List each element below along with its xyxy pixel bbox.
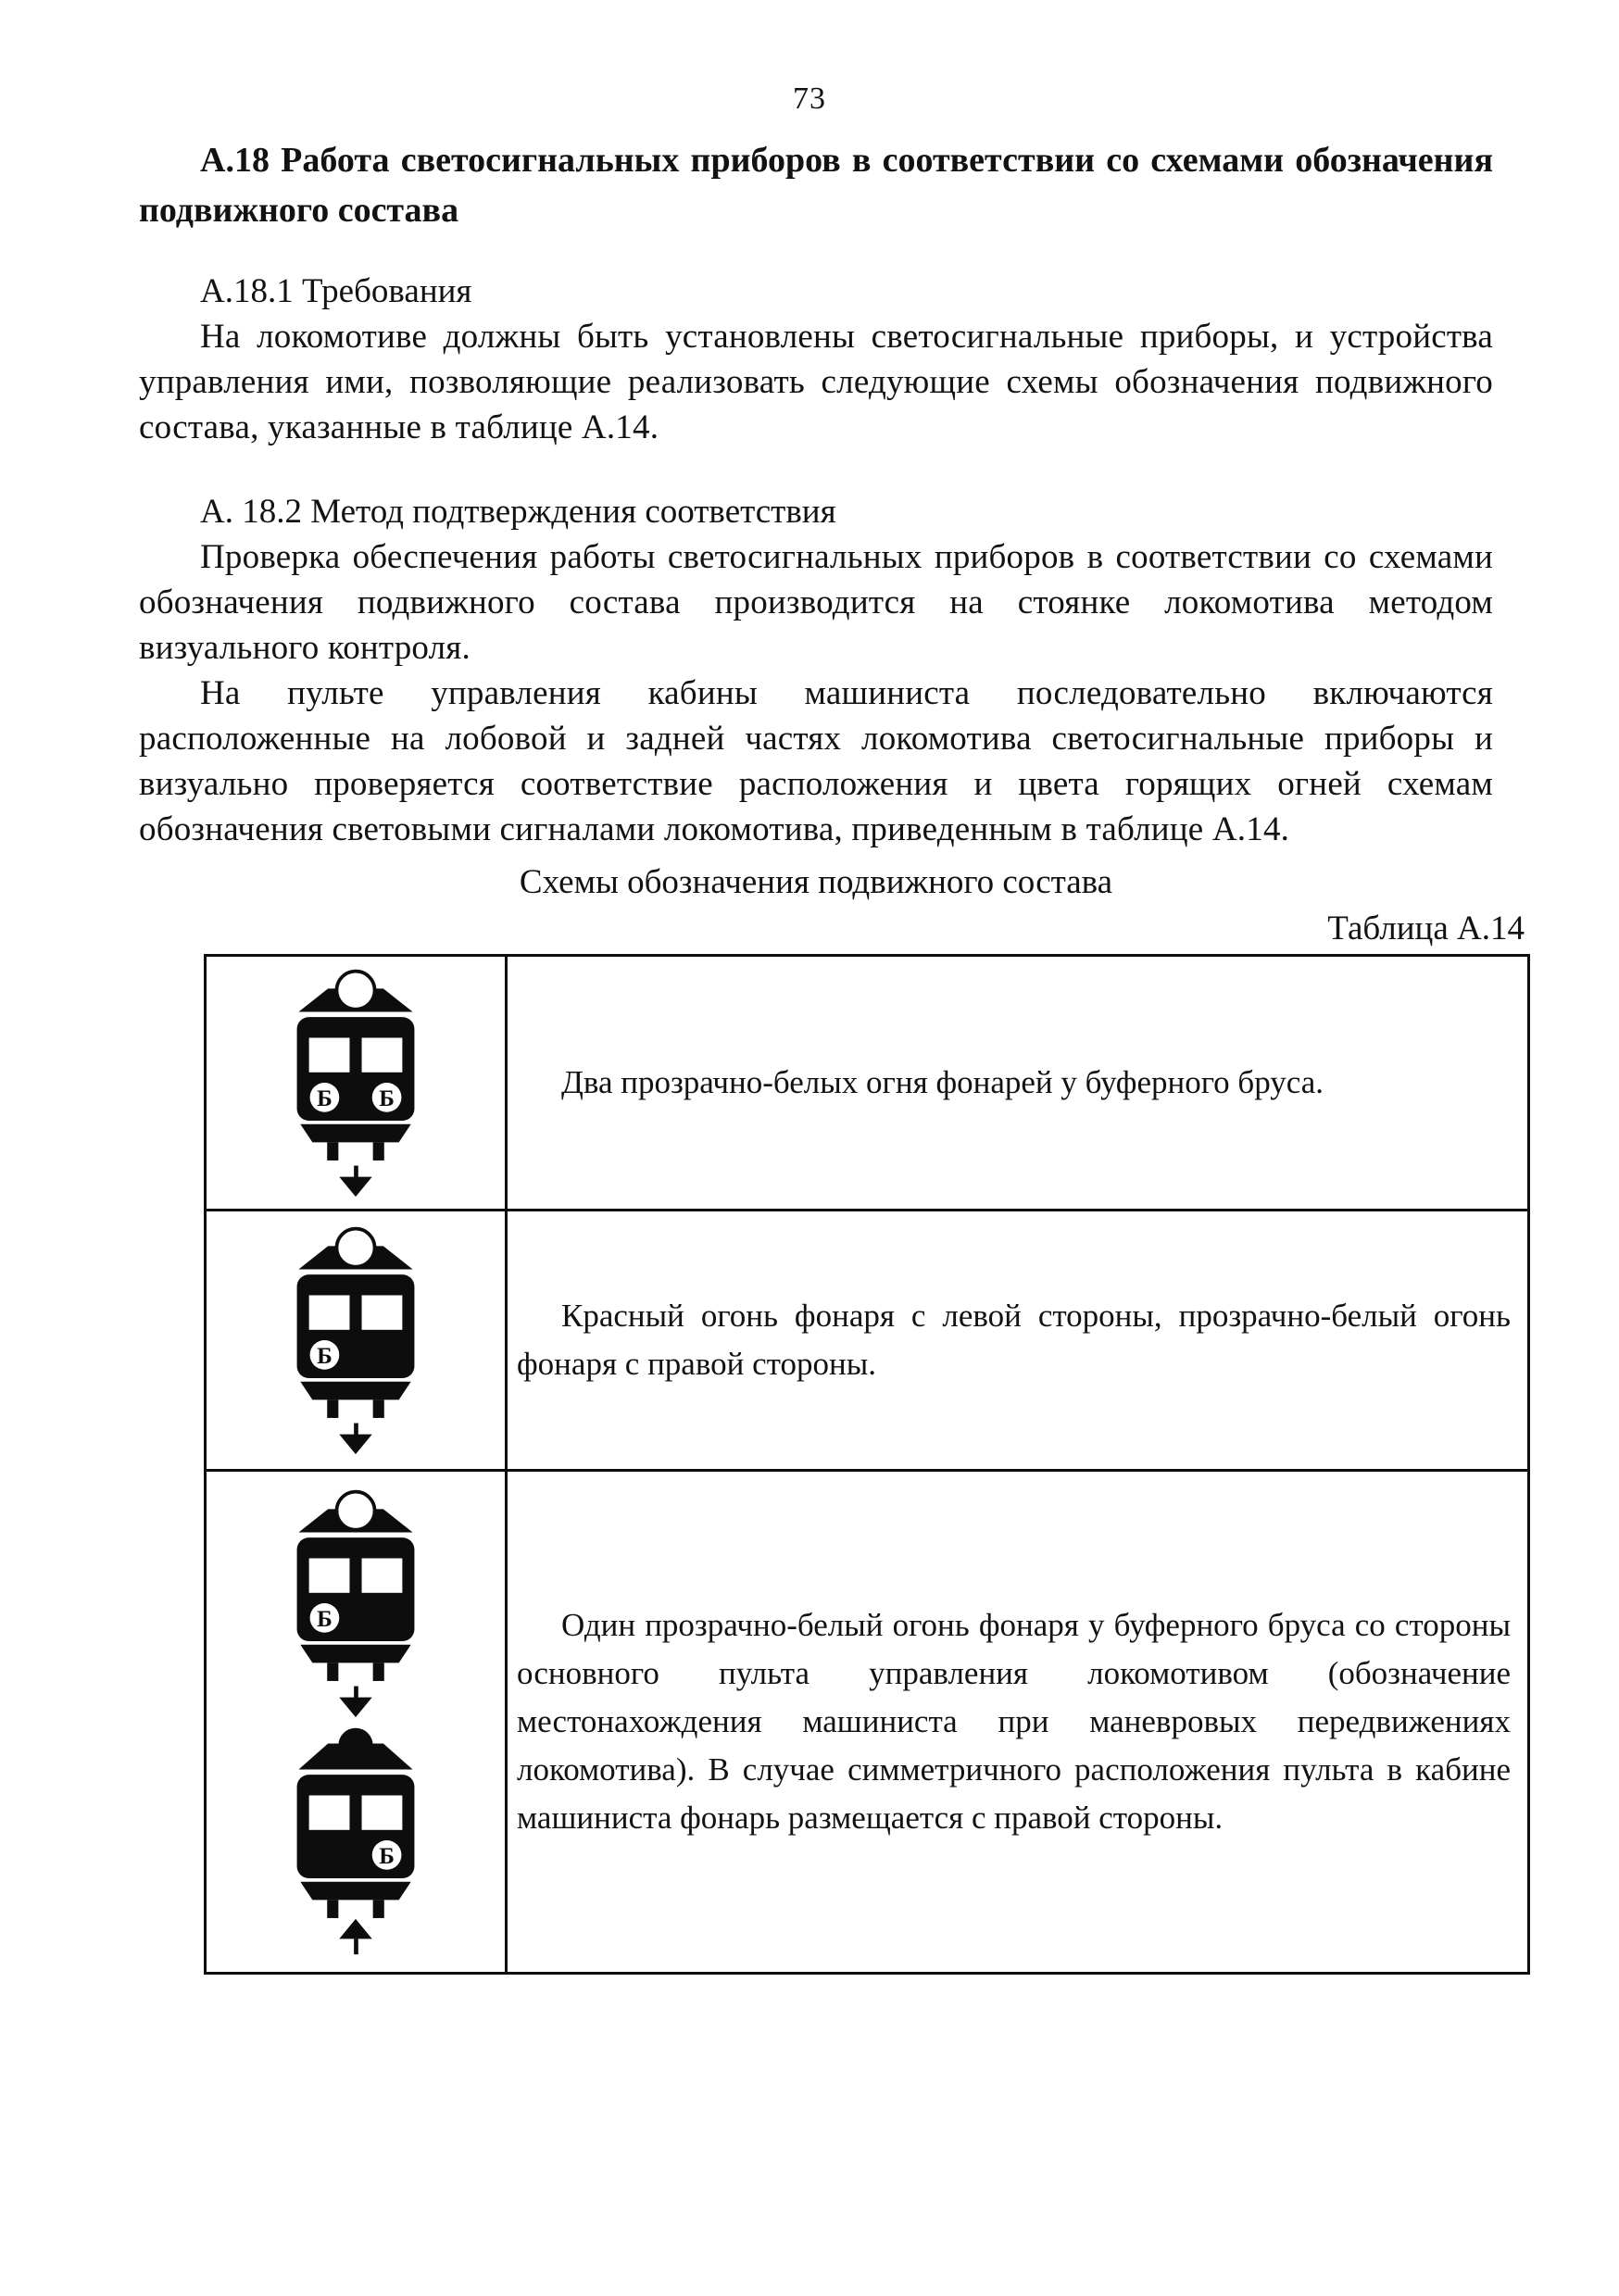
lamp-letter: Б <box>317 1344 333 1370</box>
headlight-icon <box>336 1492 374 1530</box>
arrow-down-icon <box>339 1435 371 1454</box>
description-cell <box>507 956 1529 1211</box>
section-a18-1 <box>139 269 1493 450</box>
arrow-down-icon <box>339 1698 371 1717</box>
schemes-table <box>204 954 1530 1975</box>
scheme-description: Один прозрачно-белый огонь фонаря у буферного бруса со стороны основного пульта управления локомотивом (обозначение местонахождения машиниста при маневровых передвижениях локомотива). В случае симметричного расположения пульта в кабине машиниста фонарь размещается с правой стороны. <box>517 1607 1511 1836</box>
arrow-down-icon <box>354 1166 358 1179</box>
window-right <box>362 1295 403 1329</box>
subsection-title: А. 18.2 Метод подтверждения соответствия <box>200 493 836 531</box>
pictogram-cell <box>206 1211 507 1471</box>
buffer-beam <box>300 1382 410 1400</box>
lamp-letter: Б <box>379 1086 395 1112</box>
table-title: Схемы обозначения подвижного состава <box>519 863 1113 901</box>
headlight-icon <box>336 1229 374 1267</box>
locomotive-front-icon <box>282 967 430 1198</box>
arrow-up-icon <box>339 1919 371 1938</box>
description-cell <box>507 1211 1529 1471</box>
table-block <box>204 906 1530 1975</box>
coupler-leg-left <box>327 1399 338 1418</box>
coupler-leg-right <box>373 1399 384 1418</box>
table-row <box>206 956 1529 1211</box>
section-heading: А.18 Работа светосигнальных приборов в соответствии со схемами обозначения подвижного состава <box>139 141 1493 230</box>
locomotive-rear-icon <box>282 1725 430 1956</box>
lamp-letter: Б <box>317 1607 333 1633</box>
arrow-up-icon <box>354 1938 358 1954</box>
page-number: 73 <box>793 82 826 116</box>
window-left <box>309 1037 350 1072</box>
window-right <box>362 1037 403 1072</box>
subsection-title: А.18.1 Требования <box>200 272 472 310</box>
headlight-housing <box>338 1728 372 1763</box>
headlight-icon <box>336 972 374 1010</box>
page-content <box>139 135 1525 1975</box>
window-right <box>362 1558 403 1592</box>
buffer-beam <box>300 1882 410 1901</box>
table-row <box>206 1471 1529 1974</box>
paragraph: На пульте управления кабины машиниста последовательно включаются расположенные на лобовой и задней частях локомотива светосигнальные приборы и визуально проверяется соответствие расположения и цвета горящих огней схемам обозначения световыми сигналами локомотива, приведенным в таблице А.14. <box>139 674 1493 848</box>
window-left <box>309 1795 350 1829</box>
window-left <box>309 1295 350 1329</box>
scheme-description: Два прозрачно-белых огня фонарей у буферного бруса. <box>561 1064 1324 1100</box>
table-caption: Таблица А.14 <box>1327 910 1525 947</box>
locomotive-front-icon <box>282 1224 430 1456</box>
pictogram-cell <box>206 1471 507 1974</box>
lamp-letter: Б <box>317 1086 333 1112</box>
coupler-leg-left <box>327 1662 338 1681</box>
window-right <box>362 1795 403 1829</box>
coupler-leg-right <box>373 1142 384 1161</box>
buffer-beam <box>300 1645 410 1663</box>
pictogram-cell <box>206 956 507 1211</box>
locomotive-front-icon <box>282 1487 430 1719</box>
coupler-leg-right <box>373 1900 384 1918</box>
lamp-letter: Б <box>379 1844 395 1870</box>
paragraph: Проверка обеспечения работы светосигнальных приборов в соответствии со схемами обозначения подвижного состава производится на стоянке локомотива методом визуального контроля. <box>139 538 1493 667</box>
arrow-down-icon <box>354 1424 358 1437</box>
coupler-leg-right <box>373 1662 384 1681</box>
window-left <box>309 1558 350 1592</box>
arrow-down-icon <box>354 1687 358 1700</box>
coupler-leg-left <box>327 1900 338 1918</box>
buffer-beam <box>300 1124 410 1143</box>
paragraph: На локомотиве должны быть установлены светосигнальные приборы, и устройства управления ими, позволяющие реализовать следующие схемы обозначения подвижного состава, указанные в таблице А.14. <box>139 318 1493 446</box>
section-a18-2 <box>139 489 1493 852</box>
arrow-down-icon <box>339 1177 371 1197</box>
scheme-description: Красный огонь фонаря с левой стороны, прозрачно-белый огонь фонаря с правой стороны. <box>517 1298 1511 1382</box>
table-row <box>206 1211 1529 1471</box>
coupler-leg-left <box>327 1142 338 1161</box>
description-cell <box>507 1471 1529 1974</box>
